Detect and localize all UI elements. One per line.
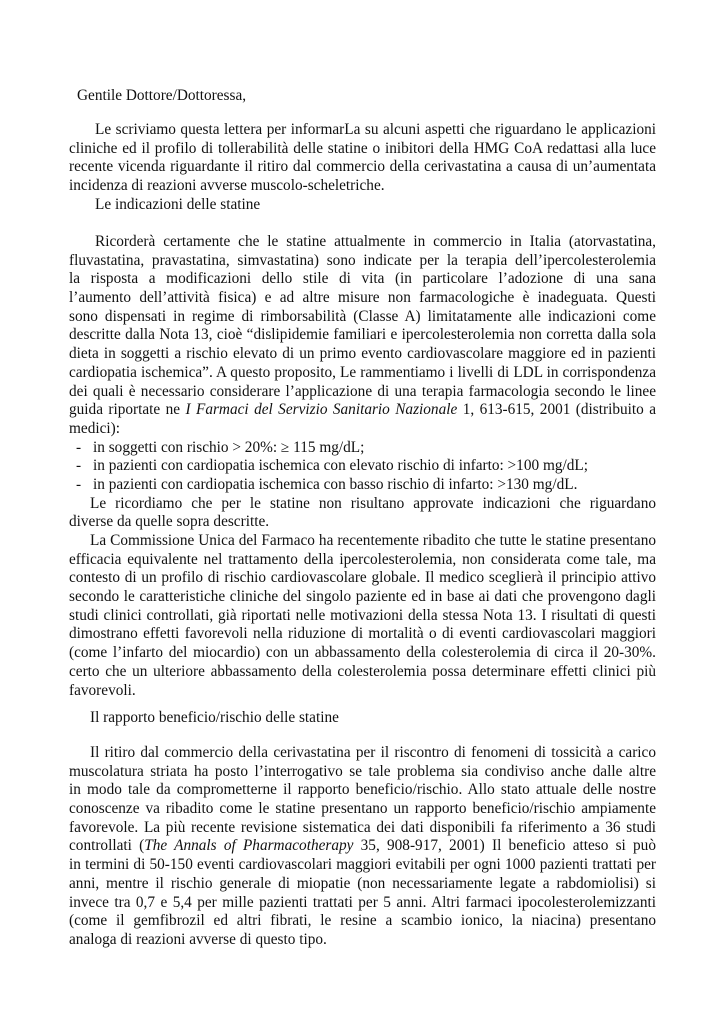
- text-line: efficacia equivalente nel trattamento della ipercolesterolemia, non considerata come tale, ma: [69, 550, 656, 568]
- text-line: secondo le caratteristiche cliniche del singolo paziente ed in base ai dati che provengono dagli: [69, 588, 656, 606]
- section-rapporto-body: [69, 744, 656, 950]
- citation-line: [69, 837, 656, 856]
- text-line: contesto di un profilo di rischio cardiovascolare globale. Il medico sceglierà il principio attivo: [69, 569, 656, 587]
- text-line: favorevole. La più recente revisione sistematica dei dati disponibili fa riferimento a 36 studi: [69, 818, 656, 836]
- section-indicazioni-body: [69, 233, 656, 700]
- text-line: anni, mentre il rischio generale di miopatie (non necessariamente legate a rabdomiolisi) si: [69, 874, 656, 892]
- text-line: recente vicenda riguardante il ritiro dal commercio della cerivastatina a causa di un’aumentata: [69, 158, 656, 176]
- text-line: cardiopatia ischemica”. A questo proposito, Le rammentiamo i livelli di LDL in corrispondenza: [69, 363, 656, 381]
- bullet-dash: -: [76, 475, 82, 493]
- section-rapporto-heading-block: [69, 709, 656, 728]
- bullet-dash: -: [76, 438, 82, 456]
- section-heading: Le indicazioni delle statine: [95, 196, 261, 213]
- text-line: diverse da quelle sopra descritte.: [69, 513, 270, 531]
- list-item-text: in soggetti con rischio > 20%: ≥ 115 mg/dL;: [93, 438, 365, 456]
- text-line: Ricorderà certamente che le statine attualmente in commercio in Italia (atorvastatina,: [95, 233, 656, 250]
- list-item: [69, 476, 656, 495]
- text-segment: controllati (: [69, 837, 145, 855]
- text-line: studi clinici controllati, già riportati nelle motivazioni della stessa Nota 13. I risultati di questi: [69, 606, 656, 624]
- text-segment: 1, 613-615, 2001 (distribuito a: [462, 401, 656, 419]
- text-line: analoga di reazioni avverse di questo tipo.: [69, 930, 327, 948]
- list-item-text: in pazienti con cardiopatia ischemica con elevato rischio di infarto: >100 mg/dL;: [93, 457, 588, 475]
- bullet-dash: -: [76, 457, 82, 475]
- text-line: la risposta a modificazioni dello stile di vita (in particolare l’adozione di una sana: [69, 270, 656, 288]
- text-line: muscolatura striata ha posto l’interrogativo se tale problema sia condiviso anche dalle altre: [69, 762, 656, 780]
- text-line: conoscenze va ribadito come le statine presentano un rapporto beneficio/rischio ampiamente: [69, 800, 656, 818]
- section-indicazioni-heading-block: [69, 196, 656, 215]
- text-line: La Commissione Unica del Farmaco ha recentemente ribadito che tutte le statine presentano: [90, 532, 656, 549]
- section-heading: Il rapporto beneficio/rischio delle statine: [90, 709, 339, 726]
- text-line: certo che un ulteriore abbassamento della colesterolemia possa determinare effetti clinici più: [69, 662, 656, 680]
- text-line: favorevoli.: [69, 681, 136, 699]
- text-line: l’aumento dell’attività fisica) e ad altre misure non farmacologiche è inadeguata. Questi: [69, 289, 656, 307]
- text-line: (come il gemfibrozil ed altri fibrati, le resine a scambio ionico, la niacina) presentano: [69, 912, 656, 930]
- citation-line: [69, 401, 656, 420]
- list-item: [69, 457, 656, 476]
- list-item: [69, 439, 656, 458]
- journal-title: The Annals of Pharmacotherapy: [144, 837, 354, 855]
- text-line: in termini di 50-150 eventi cardiovascolari maggiori evitabili per ogni 1000 pazienti trattati per: [69, 856, 656, 874]
- text-line: cliniche ed il profilo di tollerabilità delle statine o inibitori della HMG CoA redattasi alla luce: [69, 139, 656, 157]
- intro-paragraph: [69, 121, 656, 196]
- text-line: fluvastatina, pravastatina, simvastatina) sono indicate per la terapia dell’ipercolesterolemia: [69, 251, 656, 269]
- text-line: dei quali è necessario considerare l’applicazione di una terapia farmacologia secondo le linee: [69, 382, 656, 400]
- text-segment: 35, 908-917, 2001) Il beneficio atteso si può: [360, 837, 656, 855]
- text-line: medici):: [69, 419, 120, 437]
- text-line: Il ritiro dal commercio della cerivastatina per il riscontro di fenomeni di tossicità a carico: [90, 744, 656, 761]
- greeting-block: [69, 87, 656, 106]
- text-line: sono dispensati in regime di rimborsabilità (Classe A) limitatamente alle indicazioni come: [69, 307, 656, 325]
- journal-title: I Farmaci del Servizio Sanitario Nazionale: [185, 401, 458, 419]
- text-segment: guida riportate ne: [69, 401, 186, 419]
- list-item-text: in pazienti con cardiopatia ischemica con basso rischio di infarto: >130 mg/dL.: [93, 475, 578, 493]
- text-line: (come l’infarto del miocardio) con un abbassamento della colesterolemia di circa il 20-30%.: [69, 644, 656, 662]
- text-line: invece tra 0,7 e 5,4 per mille pazienti trattati per 5 anni. Altri farmaci ipocolesterolemizzanti: [69, 893, 656, 911]
- text-line: descritte dalla Nota 13, cioè “dislipidemie familiari e ipercolesterolemia non corretta dalla sola: [69, 326, 656, 344]
- text-line: dimostrano effetti favorevoli nella riduzione di mortalità o di eventi cardiovascolari maggiori: [69, 625, 656, 643]
- greeting: Gentile Dottore/Dottoressa,: [77, 87, 247, 104]
- text-line: in modo tale da comprometterne il rapporto beneficio/rischio. Allo stato attuale delle nostre: [69, 781, 656, 799]
- text-line: Le ricordiamo che per le statine non risultano approvate indicazioni che riguardano: [90, 494, 656, 512]
- text-line: Le scriviamo questa lettera per informarLa su alcuni aspetti che riguardano le applicazioni: [95, 121, 656, 138]
- text-line: incidenza di reazioni avverse muscolo-scheletriche.: [69, 177, 385, 195]
- text-line: dieta in soggetti a rischio elevato di un primo evento cardiovascolare maggiore ed in pazienti: [69, 345, 656, 363]
